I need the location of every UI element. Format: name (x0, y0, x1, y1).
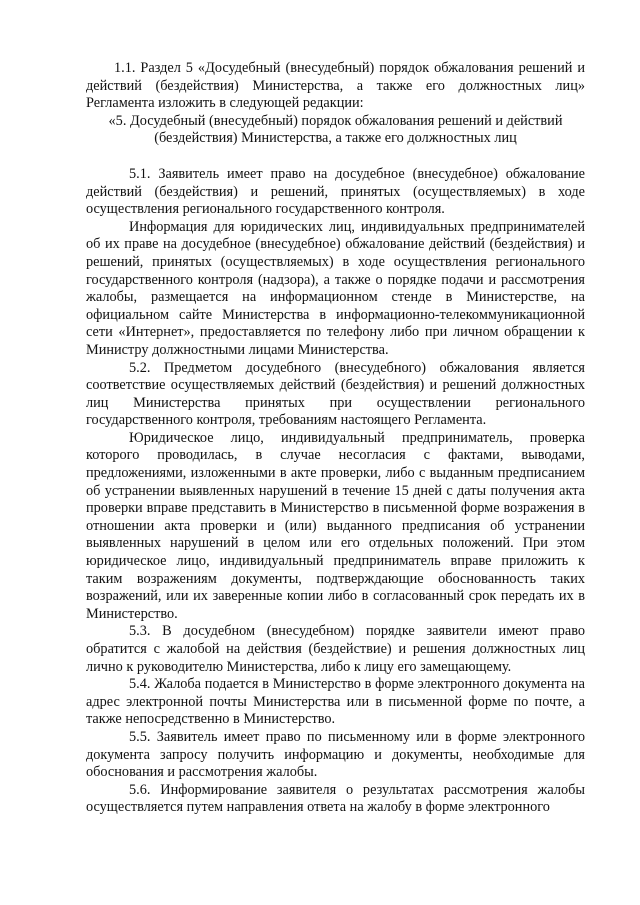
paragraph-5-5: 5.5. Заявитель имеет право по письменному или в форме электронного документа запросу получить информацию и документы, необходимые для обоснования и рассмотрения жалобы. (86, 728, 585, 781)
paragraph-objections: Юридическое лицо, индивидуальный предприниматель, проверка которого проводилась, в случае несогласия с фактами, выводами, предложениями, изложенными в акте проверки, либо с выданным предписанием об устранении выявленных нарушений в течение 15 дней с даты получения акта проверки вправе представить в Министерство в письменной форме возражения в отношении акта проверки и (или) выданного предписания об устранении выявленных нарушений в целом или его отдельных положений. При этом юридическое лицо, индивидуальный предприниматель вправе приложить к таким возражениям документы, подтверждающие обоснованность таких возражений, или их заверенные копии либо в согласованный срок передать их в Министерство. (86, 429, 585, 622)
amendment-intro: 1.1. Раздел 5 «Досудебный (внесудебный) порядок обжалования решений и действий (бездействия) Министерства, а также его должностных лиц» Регламента изложить в следующей редакции: (86, 60, 585, 112)
paragraph-information: Информация для юридических лиц, индивидуальных предпринимателей об их праве на досудебное (внесудебное) обжалование действий (бездействия) и решений, принятых (осуществляемых) в ходе осуществления регионального государственного контроля (надзора), а также о порядке подачи и рассмотрения жалобы, размещается на информационном стенде в Министерстве, на официальном сайте Министерства в информационно-телекоммуникационной сети «Интернет», предоставляется по телефону либо при личном обращении к Министру должностными лицами Министерства. (86, 218, 585, 358)
section-title: «5. Досудебный (внесудебный) порядок обжалования решений и действий (бездействия) Министерства, а также его должностных лиц (108, 112, 563, 147)
paragraph-5-3: 5.3. В досудебном (внесудебном) порядке заявители имеют право обратится с жалобой на действия (бездействие) и решения должностных лиц лично к руководителю Министерства, либо к лицу его замещающему. (86, 623, 585, 675)
paragraph-5-2: 5.2. Предметом досудебного (внесудебного) обжалования является соответствие осуществляемых действий (бездействия) и решений должностных лиц Министерства принятых при осуществлении регионального государственного контроля, требованиям настоящего Регламента. (86, 359, 585, 429)
paragraph-5-6: 5.6. Информирование заявителя о результатах рассмотрения жалобы осуществляется путем направления ответа на жалобу в форме электронного (86, 781, 585, 816)
document-page (86, 60, 585, 817)
paragraph-5-4: 5.4. Жалоба подается в Министерство в форме электронного документа на адрес электронной почты Министерства или в письменной форме по почте, а также непосредственно в Министерство. (86, 676, 585, 728)
paragraph-5-1: 5.1. Заявитель имеет право на досудебное (внесудебное) обжалование действий (бездействия) и решений, принятых (осуществляемых) в ходе осуществления регионального государственного контроля. (86, 165, 585, 218)
spacer (86, 148, 585, 166)
